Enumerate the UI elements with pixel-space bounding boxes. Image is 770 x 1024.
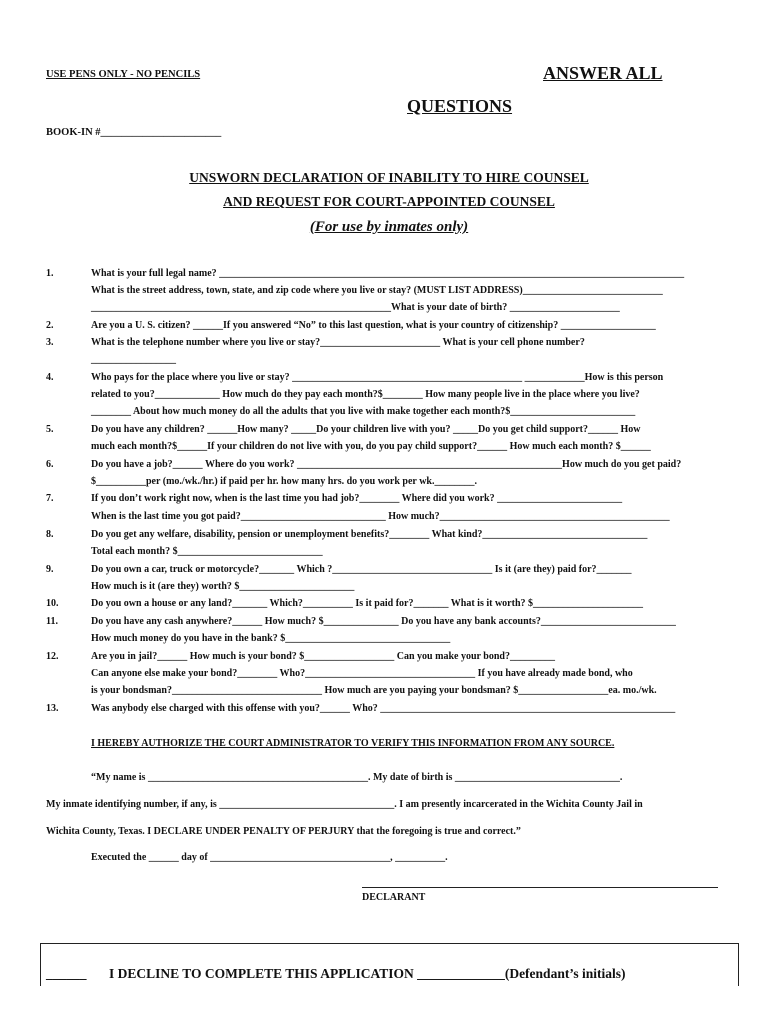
use-pens-notice: USE PENS ONLY - NO PENCILS xyxy=(46,69,201,80)
form-title-line1: UNSWORN DECLARATION OF INABILITY TO HIRE COUNSEL xyxy=(189,170,589,185)
question-line[interactable]: ____________________________________________________________What is your date of birth? ______________________ xyxy=(91,302,620,313)
question-number: 5. xyxy=(46,424,54,435)
question-number: 1. xyxy=(46,268,54,279)
question-line[interactable]: related to you?_____________ How much do they pay each month?$________ How many people live in the place where you live? xyxy=(91,389,640,400)
question-line[interactable]: How much is it (are they) worth? $_______________________ xyxy=(91,581,355,592)
question-line[interactable]: Are you in jail?______ How much is your bond? $__________________ Can you make your bond?_________ xyxy=(91,651,555,662)
declaration-inmate-number[interactable]: My inmate identifying number, if any, is ___________________________________. I am presently incarcerated in the Wichita County Jail in xyxy=(46,799,643,810)
question-line[interactable]: How much money do you have in the bank? $_________________________________ xyxy=(91,633,451,644)
question-line[interactable]: is your bondsman?______________________________ How much are you paying your bondsman? $__________________ea. mo./wk. xyxy=(91,685,657,696)
question-line[interactable]: Do you own a car, truck or motorcycle?_______ Which ?________________________________ Is it (are they) paid for?_______ xyxy=(91,564,632,575)
question-number: 8. xyxy=(46,529,54,540)
question-line[interactable]: Are you a U. S. citizen? ______If you answered “No” to this last question, what is your country of citizenship? ___________________ xyxy=(91,320,656,331)
book-in-field[interactable]: BOOK-IN #_______________________ xyxy=(46,127,222,138)
question-line[interactable]: What is the telephone number where you live or stay?________________________ What is your cell phone number? xyxy=(91,337,585,348)
question-number: 3. xyxy=(46,337,54,348)
form-title-line2: AND REQUEST FOR COURT-APPOINTED COUNSEL xyxy=(223,194,555,209)
question-line[interactable]: Do you have any children? ______How many? _____Do your children live with you? _____Do you get child support?______ How xyxy=(91,424,641,435)
decline-statement[interactable]: I DECLINE TO COMPLETE THIS APPLICATION _____________(Defendant’s initials) xyxy=(109,966,626,981)
question-number: 2. xyxy=(46,320,54,331)
question-line[interactable]: Total each month? $_____________________________ xyxy=(91,546,323,557)
question-line[interactable]: Do you have any cash anywhere?______ How much? $_______________ Do you have any bank accounts?___________________________ xyxy=(91,616,676,627)
question-line[interactable]: Do you have a job?______ Where do you work? _____________________________________________________How much do you get paid? xyxy=(91,459,682,470)
form-subtitle: (For use by inmates only) xyxy=(309,219,469,235)
question-line[interactable]: $__________per (mo./wk./hr.) if paid per hr. how many hrs. do you work per wk.________. xyxy=(91,476,477,487)
declarant-label: DECLARANT xyxy=(362,892,426,903)
question-line[interactable]: Was anybody else charged with this offense with you?______ Who? ___________________________________________________________ xyxy=(91,703,676,714)
question-line[interactable]: Do you get any welfare, disability, pension or unemployment benefits?________ What kind?_________________________________ xyxy=(91,529,648,540)
question-line[interactable]: Can anyone else make your bond?________ Who?__________________________________ If you have already made bond, who xyxy=(91,668,633,679)
question-line[interactable]: When is the last time you got paid?_____________________________ How much?______________________________________________ xyxy=(91,511,670,522)
question-line[interactable]: If you don’t work right now, when is the last time you had job?________ Where did you work? _________________________ xyxy=(91,493,623,504)
authorization-statement: I HEREBY AUTHORIZE THE COURT ADMINISTRATOR TO VERIFY THIS INFORMATION FROM ANY SOURCE. xyxy=(91,738,615,749)
question-line[interactable]: Do you own a house or any land?_______ Which?__________ Is it paid for?_______ What is it worth? $______________________ xyxy=(91,598,644,609)
answer-all-heading: ANSWER ALL xyxy=(543,63,663,83)
questions-heading: QUESTIONS xyxy=(407,96,513,116)
question-line[interactable]: What is your full legal name? _____________________________________________________________________________________________ xyxy=(91,268,685,279)
question-number: 10. xyxy=(46,598,59,609)
question-line[interactable]: _________________ xyxy=(91,354,176,365)
declaration-perjury: Wichita County, Texas. I DECLARE UNDER PENALTY OF PERJURY that the foregoing is true and correct.” xyxy=(46,826,521,837)
question-line[interactable]: ________ About how much money do all the adults that you live with make together each month?$_________________________ xyxy=(91,406,636,417)
question-number: 13. xyxy=(46,703,59,714)
question-number: 4. xyxy=(46,372,54,383)
question-number: 12. xyxy=(46,651,59,662)
question-line[interactable]: much each month?$______If your children do not live with you, do you pay child support?______ How much each month? $______ xyxy=(91,441,651,452)
question-number: 7. xyxy=(46,493,54,504)
executed-date-field[interactable]: Executed the ______ day of ____________________________________, __________. xyxy=(91,852,448,863)
question-number: 9. xyxy=(46,564,54,575)
question-number: 11. xyxy=(46,616,58,627)
question-line[interactable]: Who pays for the place where you live or stay? ______________________________________________ ____________How is this person xyxy=(91,372,664,383)
signature-line[interactable] xyxy=(362,887,718,888)
question-line[interactable]: What is the street address, town, state, and zip code where you live or stay? (MUST LIST ADDRESS)____________________________ xyxy=(91,285,663,296)
declaration-name-dob[interactable]: “My name is ____________________________________________. My date of birth is _________________________________. xyxy=(91,772,623,783)
question-number: 6. xyxy=(46,459,54,470)
decline-initial-blank[interactable]: ______ xyxy=(46,966,87,981)
